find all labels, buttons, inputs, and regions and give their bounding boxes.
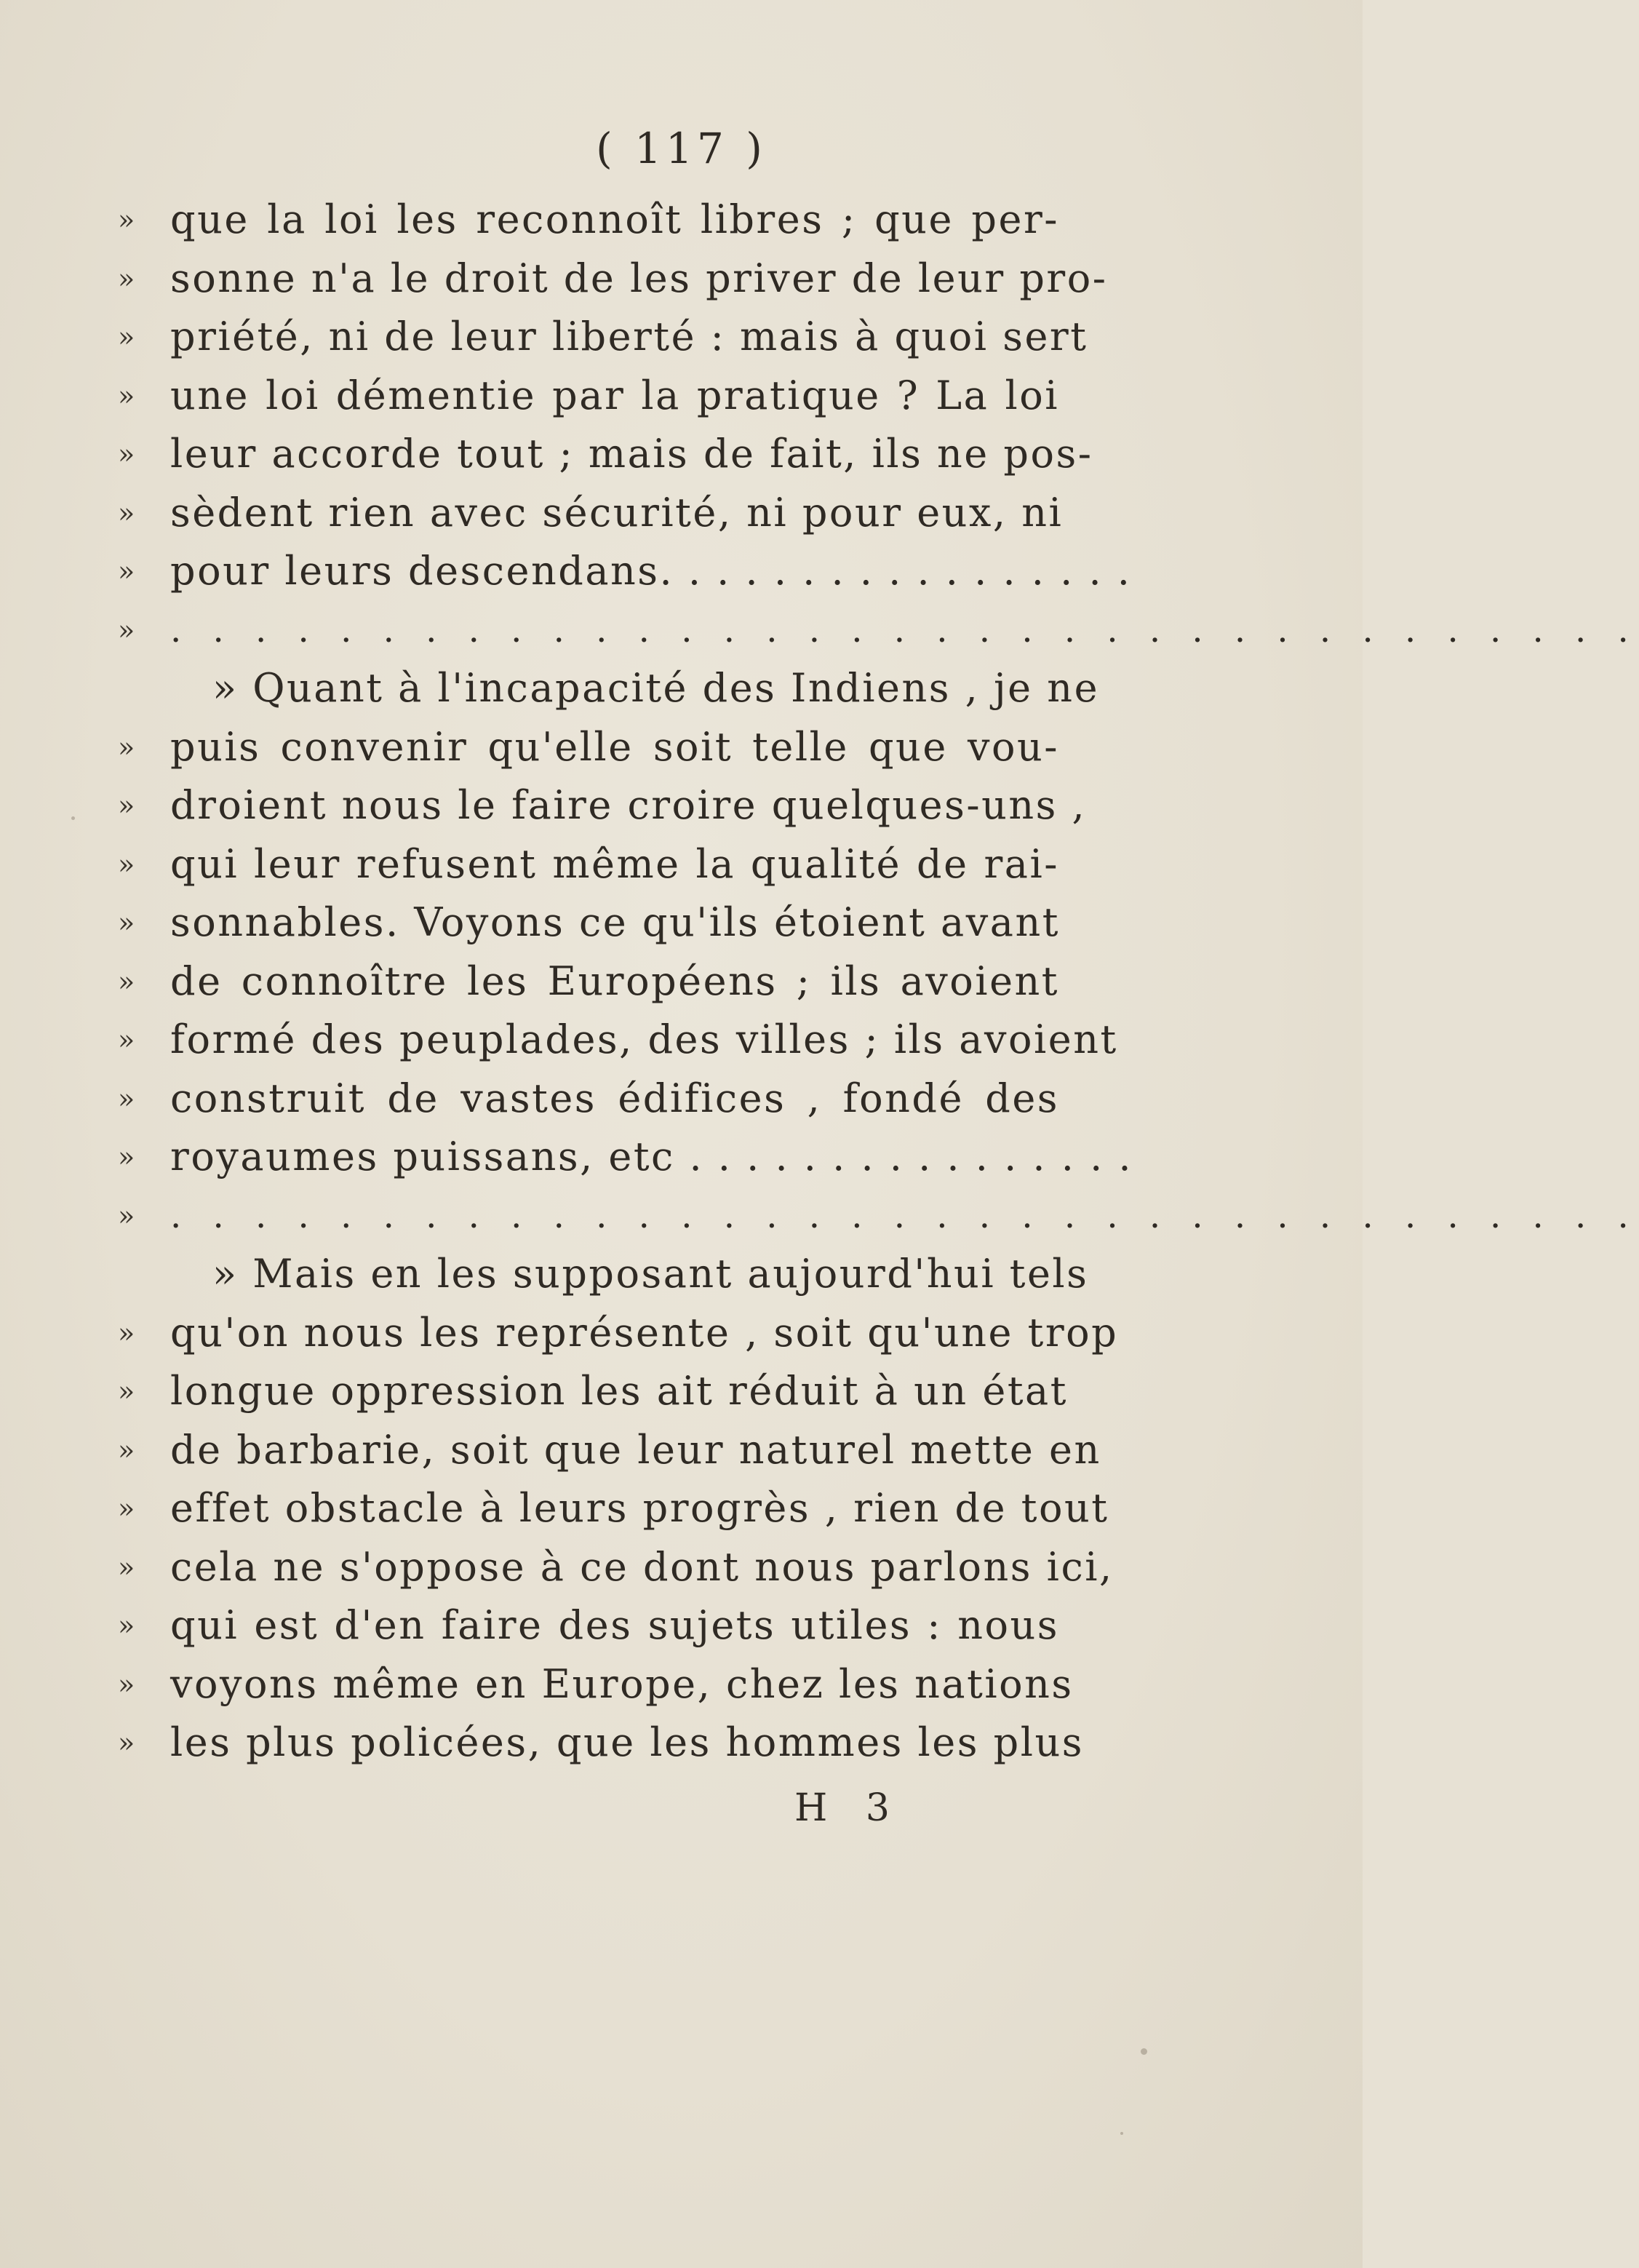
quotation-mark: » xyxy=(118,204,135,236)
text-line xyxy=(118,250,1108,309)
line-text: puis convenir qu'elle soit telle que vou- xyxy=(170,723,1059,770)
ellipsis-line xyxy=(118,601,1639,660)
quotation-mark: » xyxy=(118,555,135,587)
text-line xyxy=(118,542,1132,601)
line-text: » Quant à l'incapacité des Indiens , je ne xyxy=(212,665,1100,711)
paper-speck xyxy=(71,816,75,820)
line-text: qu'on nous les représente , soit qu'une trop xyxy=(170,1309,1119,1356)
text-line xyxy=(118,718,1064,777)
line-text: de barbarie, soit que leur naturel mette en xyxy=(170,1426,1101,1473)
text-line xyxy=(118,894,1064,952)
line-text: une loi démentie par la pratique ? La loi xyxy=(170,372,1059,418)
paper-speck xyxy=(1141,2048,1147,2055)
quotation-mark: » xyxy=(118,965,135,998)
text-line xyxy=(118,1362,1068,1421)
line-text: » Mais en les supposant aujourd'hui tels xyxy=(212,1251,1089,1297)
text-line xyxy=(118,1011,1118,1070)
line-text: sonnables. Voyons ce qu'ils étoient avant xyxy=(170,899,1060,945)
text-line xyxy=(118,952,1064,1011)
text-line xyxy=(118,1655,1074,1714)
quotation-mark: » xyxy=(118,262,135,295)
body-text xyxy=(118,191,1639,1772)
text-line xyxy=(118,776,1087,835)
quotation-mark: » xyxy=(118,1610,135,1642)
paper-speck xyxy=(1120,2132,1123,2135)
line-text: qui est d'en faire des sujets utiles : nous xyxy=(170,1602,1059,1648)
text-line xyxy=(118,484,1064,543)
quotation-mark: » xyxy=(118,1492,135,1524)
text-line xyxy=(118,1479,1109,1538)
line-text: longue oppression les ait réduit à un état xyxy=(170,1368,1068,1414)
text-line xyxy=(118,1596,1064,1655)
ellipsis-line xyxy=(118,1187,1639,1246)
quotation-mark: » xyxy=(118,1082,135,1115)
quotation-mark: » xyxy=(118,789,135,821)
text-line xyxy=(118,1714,1084,1772)
text-line xyxy=(118,308,1088,367)
text-line xyxy=(118,425,1093,484)
line-text: qui leur refusent même la qualité de rai- xyxy=(170,840,1059,887)
line-text: formé des peuplades, des villes ; ils avoient xyxy=(170,1016,1118,1062)
quotation-mark: » xyxy=(118,379,135,412)
quotation-mark: » xyxy=(118,1199,135,1232)
quotation-mark: » xyxy=(118,1316,135,1349)
line-text: que la loi les reconnoît libres ; que per- xyxy=(170,196,1059,242)
quotation-mark: » xyxy=(118,731,135,763)
quotation-mark: » xyxy=(118,1668,135,1700)
line-text: sonne n'a le droit de les priver de leur pro- xyxy=(170,255,1108,301)
line-text: droient nous le faire croire quelques-uns , xyxy=(170,782,1087,828)
text-line xyxy=(118,1070,1064,1129)
text-line xyxy=(118,191,1064,250)
quotation-mark: » xyxy=(118,1024,135,1056)
signature-mark: H 3 xyxy=(794,1786,903,1830)
line-text: royaumes puissans, etc . . . . . . . . . . . . . . . . xyxy=(170,1134,1133,1179)
quotation-mark: » xyxy=(118,1433,135,1466)
line-text: construit de vastes édifices , fondé des xyxy=(170,1075,1059,1121)
quotation-mark: » xyxy=(118,1551,135,1583)
quotation-mark: » xyxy=(118,438,135,470)
paragraph-start-line xyxy=(118,1245,1089,1304)
line-text: voyons même en Europe, chez les nations xyxy=(170,1660,1074,1707)
line-text: sèdent rien avec sécurité, ni pour eux, ni xyxy=(170,489,1064,536)
text-line xyxy=(118,1128,1133,1187)
quotation-mark: » xyxy=(118,848,135,880)
line-text: effet obstacle à leurs progrès , rien de tout xyxy=(170,1485,1109,1531)
line-text: pour leurs descendans. . . . . . . . . . . . . . . . . xyxy=(170,548,1132,594)
ellipsis-dots: . . . . . . . . . . . . . . . . . . . . . . . . . . . . . . . . . . . xyxy=(170,609,1639,650)
quotation-mark: » xyxy=(118,1727,135,1759)
quotation-mark: » xyxy=(118,907,135,939)
paragraph-start-line xyxy=(118,659,1100,718)
line-text: leur accorde tout ; mais de fait, ils ne pos- xyxy=(170,431,1093,477)
quotation-mark: » xyxy=(118,496,135,529)
quotation-mark: » xyxy=(118,1375,135,1407)
text-line xyxy=(118,1304,1119,1363)
page-number: ( 117 ) xyxy=(596,124,767,173)
line-text: cela ne s'oppose à ce dont nous parlons ici, xyxy=(170,1543,1114,1590)
ellipsis-dots: . . . . . . . . . . . . . . . . . . . . . . . . . . . . . . . . . . . xyxy=(170,1195,1639,1236)
line-text: les plus policées, que les hommes les plus xyxy=(170,1719,1084,1765)
line-text: priété, ni de leur liberté : mais à quoi sert xyxy=(170,314,1088,359)
quotation-mark: » xyxy=(118,613,135,646)
text-line xyxy=(118,1421,1101,1480)
text-line xyxy=(118,367,1064,426)
line-text: de connoître les Européens ; ils avoient xyxy=(170,958,1059,1004)
quotation-mark: » xyxy=(118,321,135,353)
quotation-mark: » xyxy=(118,1141,135,1173)
text-line xyxy=(118,835,1064,894)
text-line xyxy=(118,1538,1114,1597)
